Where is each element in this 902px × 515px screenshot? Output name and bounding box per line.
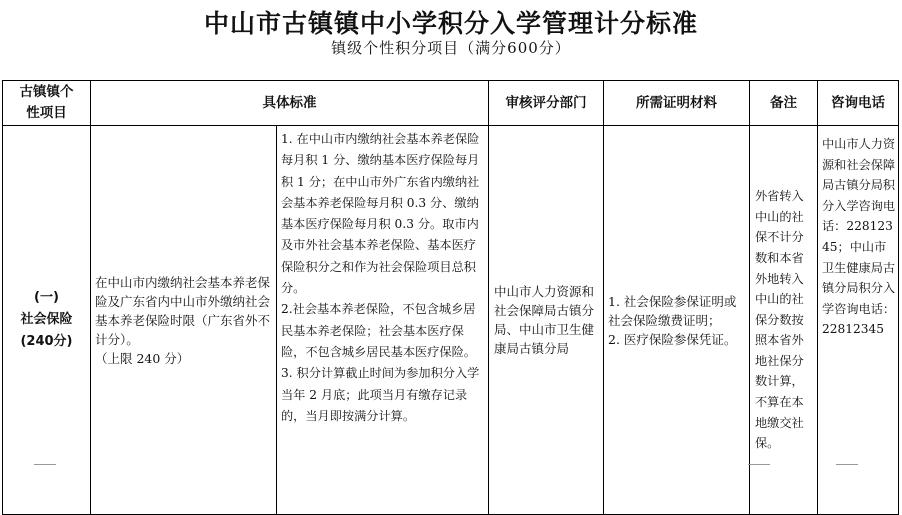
item-number: (一) xyxy=(34,290,59,305)
standard-limit: （上限 240 分） xyxy=(95,350,190,366)
review-dept: 中山市人力资源和社会保障局古镇分局、中山市卫生健康局古镇分局 xyxy=(494,284,595,356)
cropped-border-fragment xyxy=(34,464,56,465)
column-header-item: 古镇镇个性项目 xyxy=(3,81,91,126)
column-header-note: 备注 xyxy=(750,81,818,126)
column-header-dept: 审核评分部门 xyxy=(489,81,604,126)
detail-rule-1: 1. 在中山市内缴纳社会基本养老保险每月积 1 分、缴纳基本医疗保险每月积 1 分；在中山市外广东省内缴纳社会基本养老保险每月积 0.3 分、缴纳基本医疗保险每月积 0.3 分。取市内及市外社会基本养老保险、基本医疗保险积分之和作为社会保险项目总积分。 xyxy=(281,132,480,296)
column-header-phone: 咨询电话 xyxy=(818,81,899,126)
item-points: (240分) xyxy=(20,334,73,349)
column-header-standard: 具体标准 xyxy=(91,81,489,126)
dept-cell xyxy=(489,126,604,515)
required-doc-1: 1. 社会保险参保证明或社会保险缴费证明； xyxy=(608,293,737,328)
column-header-docs: 所需证明材料 xyxy=(604,81,750,126)
detail-rule-3: 3. 积分计算截止时间为参加积分入学当年 2 月底；此项当月有缴存记录的，当月即按满分计算。 xyxy=(281,366,480,423)
item-cell xyxy=(3,126,91,515)
document-subtitle: 镇级个性积分项目（满分600分） xyxy=(331,39,571,57)
scoring-table xyxy=(2,80,899,515)
table-row xyxy=(3,126,899,515)
required-doc-2: 2. 医疗保险参保凭证。 xyxy=(608,331,737,347)
table-header-row xyxy=(3,81,899,126)
detail-rule-2: 2.社会基本养老保险，不包含城乡居民基本养老保险；社会基本医疗保险，不包含城乡居民基本医疗保险。 xyxy=(281,302,476,359)
phone-text: 中山市人力资源和社会保障局古镇分局积分入学咨询电话：22812345；中山市卫生健康局古镇分局积分入学咨询电话：22812345 xyxy=(822,137,896,337)
cropped-border-fragment xyxy=(836,464,858,465)
note-text: 外省转入中山的社保不计分数和本省外地转入中山的社保分数按照本省外地社保分数计算，不算在本地缴交社保。 xyxy=(755,189,804,451)
standard-detail-cell xyxy=(277,126,489,515)
docs-cell xyxy=(604,126,750,515)
phone-cell xyxy=(818,126,899,515)
cropped-border-fragment xyxy=(748,464,770,465)
item-name: 社会保险 xyxy=(20,312,73,327)
standard-summary-cell xyxy=(91,126,277,515)
note-cell xyxy=(750,126,818,515)
standard-summary: 在中山市内缴纳社会基本养老保险及广东省内中山市外缴纳社会基本养老保险时限（广东省外不计分）。 xyxy=(95,274,271,347)
document-title: 中山市古镇镇中小学积分入学管理计分标准 xyxy=(203,9,698,38)
